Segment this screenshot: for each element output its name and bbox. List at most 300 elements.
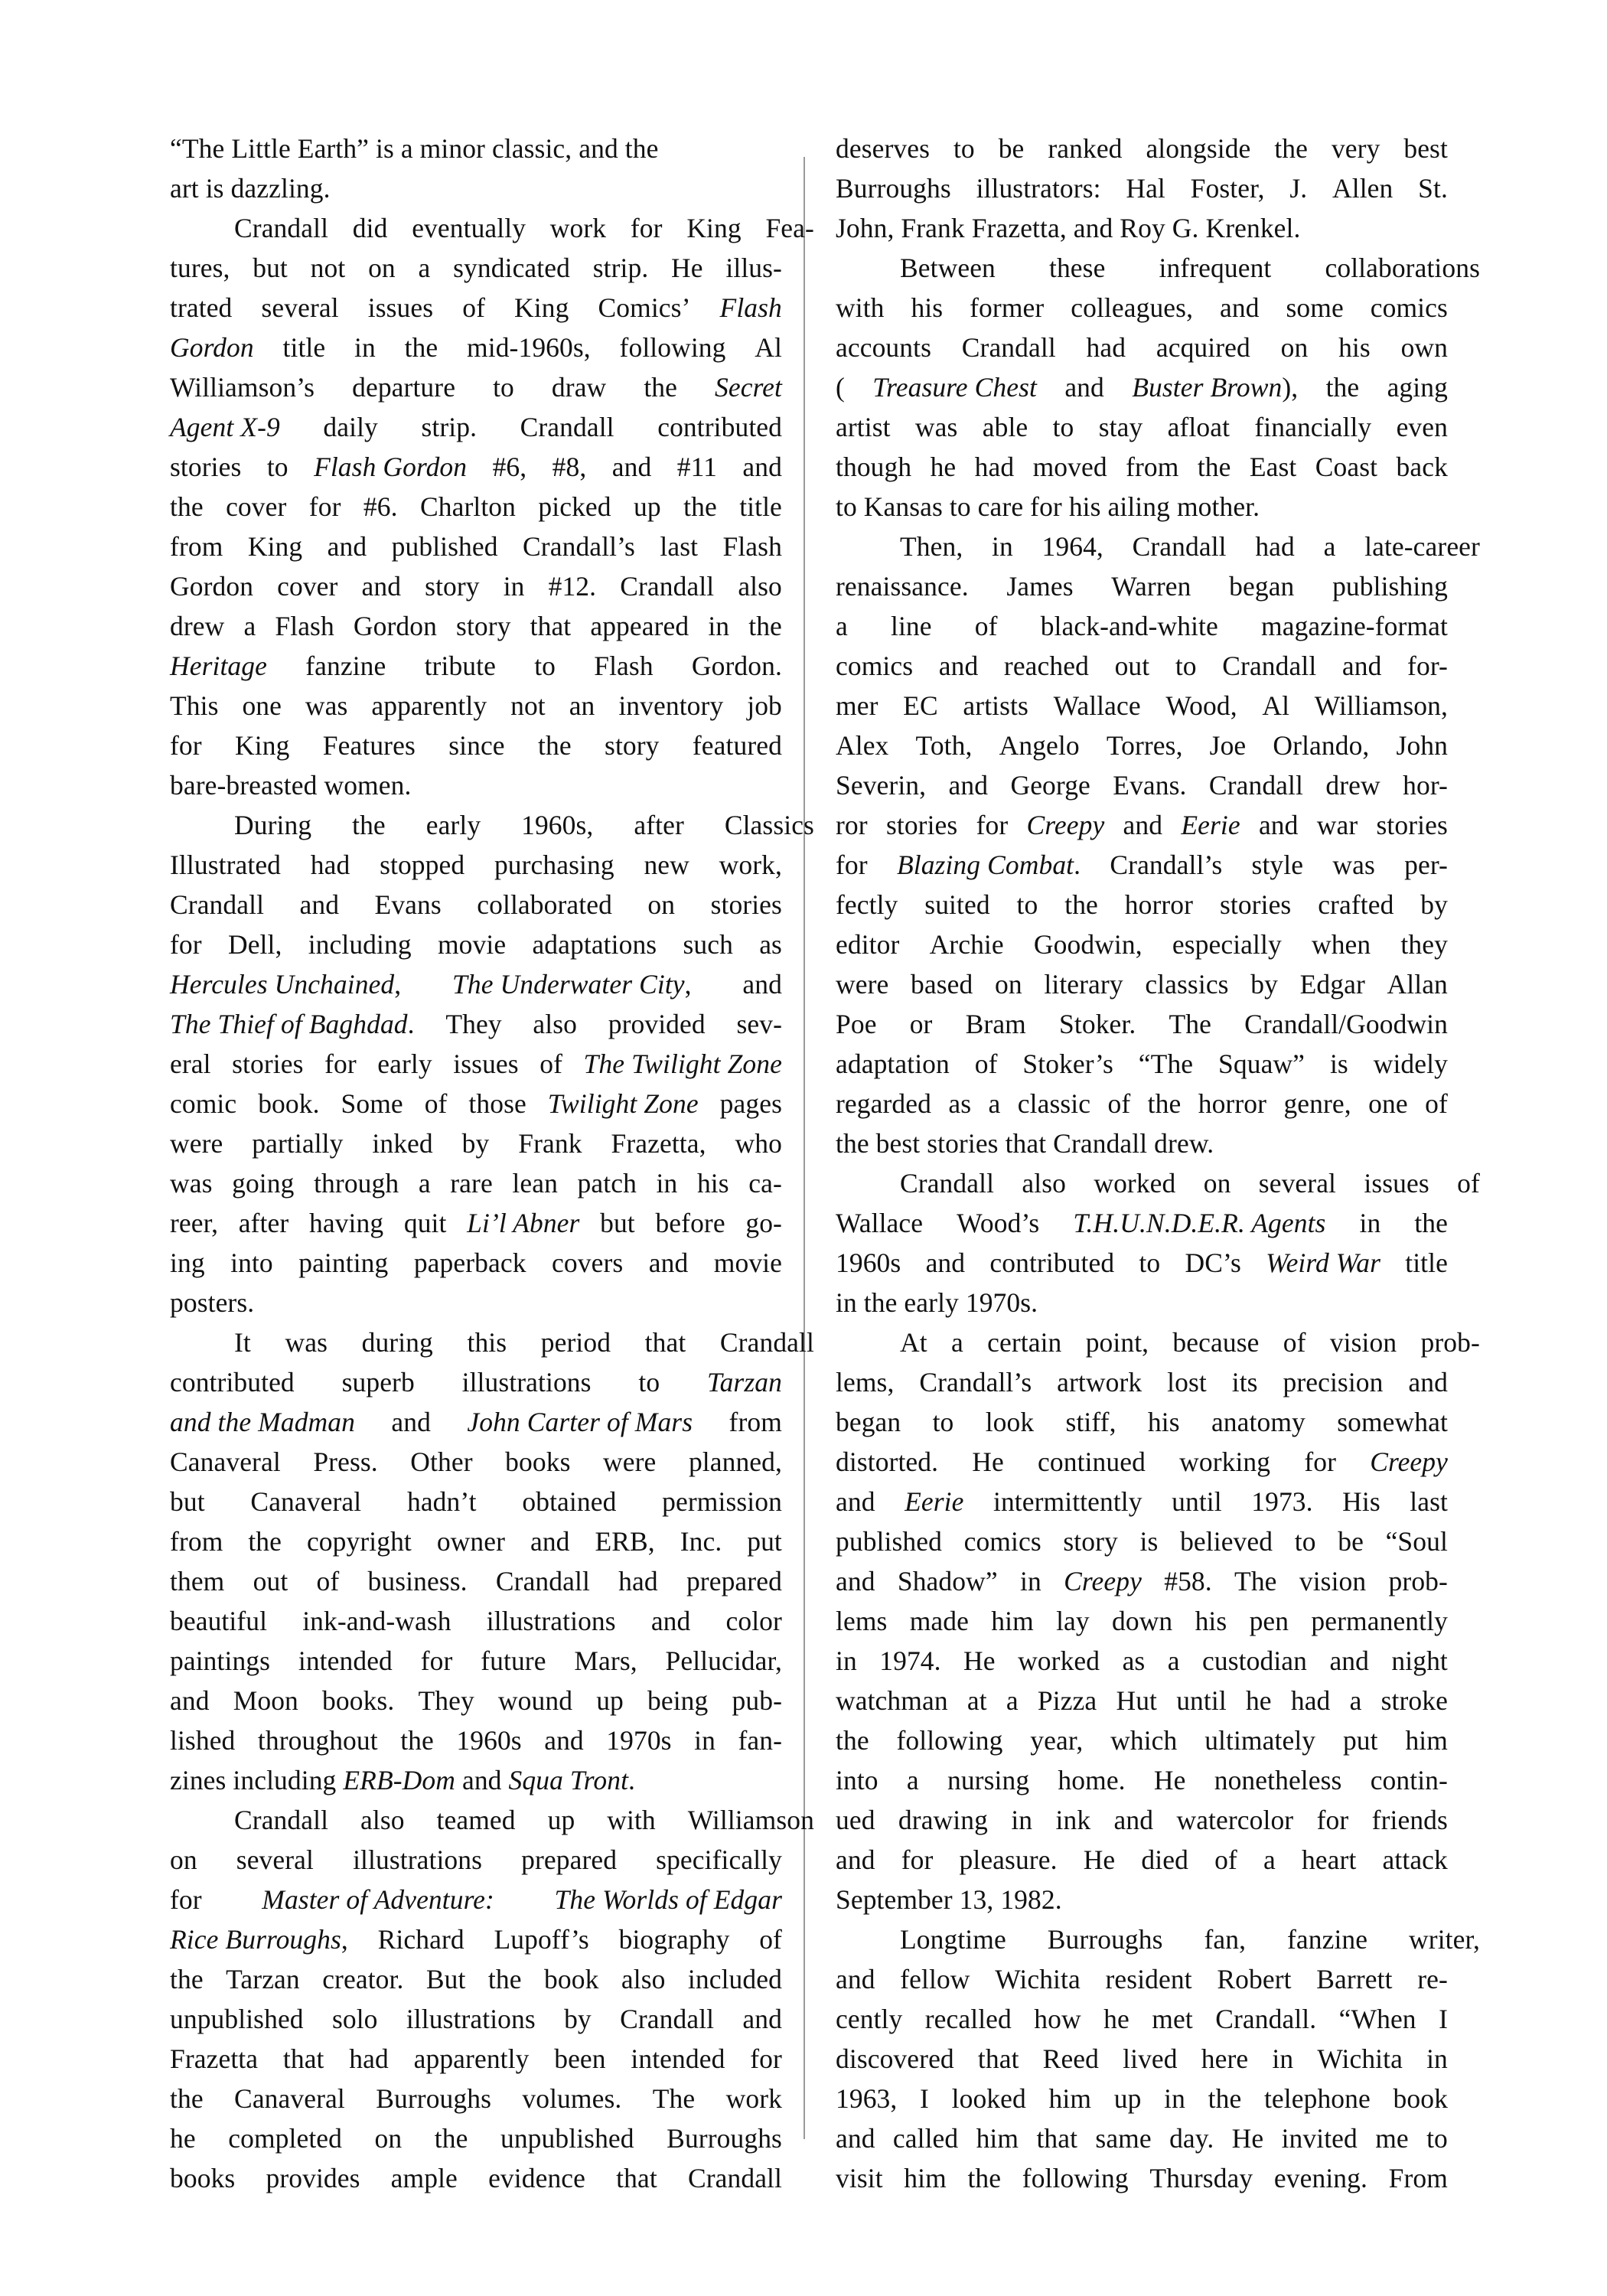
text-chunk: Allen bbox=[1332, 173, 1393, 204]
text-chunk: of bbox=[539, 1049, 563, 1079]
text-chunk: following bbox=[896, 1725, 1003, 1756]
text-line bbox=[836, 1521, 1448, 1561]
text-chunk: able bbox=[982, 412, 1028, 442]
text-chunk: purchasing bbox=[494, 850, 614, 880]
text-chunk: acquired bbox=[1156, 332, 1250, 363]
text-line bbox=[170, 1442, 782, 1482]
text-chunk: Robert bbox=[1217, 1964, 1292, 1994]
text-chunk: prob- bbox=[1388, 1566, 1448, 1596]
text-chunk: Inc. bbox=[680, 1526, 722, 1557]
text-line bbox=[170, 2039, 782, 2079]
text-chunk: During bbox=[234, 810, 312, 840]
text-chunk: crafted bbox=[1318, 889, 1394, 920]
text-chunk: stay bbox=[1098, 412, 1143, 442]
text-chunk: for bbox=[630, 213, 663, 243]
text-chunk: Mars, bbox=[574, 1645, 637, 1676]
text-chunk: to bbox=[493, 372, 514, 403]
text-chunk: At bbox=[900, 1327, 927, 1358]
text-chunk: and bbox=[836, 1486, 875, 1517]
text-chunk: stories bbox=[232, 1049, 304, 1079]
text-chunk: Pizza bbox=[1037, 1685, 1097, 1716]
text-chunk: was bbox=[170, 1168, 213, 1199]
text-line bbox=[170, 1163, 782, 1203]
text-chunk: on bbox=[1280, 332, 1309, 363]
text-chunk: lems, bbox=[836, 1367, 895, 1397]
text-chunk: Angelo bbox=[999, 730, 1080, 761]
text-line bbox=[836, 1084, 1448, 1124]
text-chunk: Evans. bbox=[1113, 770, 1187, 801]
text-chunk: his bbox=[696, 1168, 729, 1199]
text-chunk: Crandall bbox=[620, 2004, 715, 2034]
text-chunk: of bbox=[462, 292, 485, 323]
text-chunk: Orlando, bbox=[1273, 730, 1370, 761]
text-chunk: ued bbox=[836, 1805, 875, 1835]
text-chunk: a bbox=[418, 1168, 431, 1199]
text-chunk: literary bbox=[1044, 969, 1123, 1000]
text-chunk: Gordon bbox=[170, 571, 254, 602]
text-line bbox=[170, 1402, 782, 1442]
text-chunk: pages bbox=[719, 1088, 782, 1119]
text-line bbox=[836, 1402, 1448, 1442]
text-line bbox=[868, 1163, 1480, 1203]
text-chunk: and bbox=[836, 1566, 875, 1596]
text-chunk: Frazetta bbox=[170, 2043, 259, 2074]
text-chunk: strip. bbox=[592, 253, 649, 283]
text-chunk: for bbox=[170, 1884, 202, 1915]
text-line bbox=[836, 1959, 1448, 1999]
text-chunk: he bbox=[1103, 2004, 1129, 2034]
text-line bbox=[836, 1681, 1448, 1720]
text-line bbox=[170, 1641, 782, 1681]
text-chunk: St. bbox=[1418, 173, 1448, 204]
text-chunk: specifically bbox=[656, 1844, 782, 1875]
text-chunk: title bbox=[282, 332, 326, 363]
text-chunk: It bbox=[234, 1327, 251, 1358]
text-chunk: after bbox=[238, 1208, 289, 1238]
text-chunk: Crandall bbox=[719, 1327, 814, 1358]
text-chunk: before bbox=[655, 1208, 725, 1238]
text-chunk: Poe bbox=[836, 1009, 877, 1039]
text-chunk: that bbox=[1036, 2123, 1078, 2154]
text-chunk: the bbox=[1064, 889, 1098, 920]
text-chunk: stopped bbox=[380, 850, 465, 880]
text-chunk: had bbox=[618, 1566, 658, 1596]
text-chunk: Heritage bbox=[170, 651, 267, 681]
text-line bbox=[170, 407, 782, 447]
text-chunk: prob- bbox=[1420, 1327, 1480, 1358]
text-line bbox=[836, 726, 1448, 765]
text-chunk: His bbox=[1342, 1486, 1380, 1517]
text-line bbox=[868, 1322, 1480, 1362]
text-chunk: the bbox=[1414, 1208, 1448, 1238]
text-chunk: accounts bbox=[836, 332, 931, 363]
text-chunk: title bbox=[1405, 1247, 1448, 1278]
text-chunk: following bbox=[1022, 2163, 1129, 2193]
text-chunk: several bbox=[261, 292, 339, 323]
text-chunk: had bbox=[1290, 1685, 1331, 1716]
text-chunk: called bbox=[892, 2123, 959, 2154]
text-chunk: appeared bbox=[590, 611, 689, 641]
text-chunk: ca- bbox=[748, 1168, 782, 1199]
text-chunk: distorted. bbox=[836, 1446, 939, 1477]
text-chunk: is bbox=[1329, 1049, 1348, 1079]
text-chunk: copyright bbox=[306, 1526, 412, 1557]
text-chunk: intended bbox=[298, 1645, 393, 1676]
text-chunk: that bbox=[977, 2043, 1019, 2074]
text-chunk: included bbox=[687, 1964, 782, 1994]
text-chunk: genre, bbox=[1283, 1088, 1351, 1119]
text-line bbox=[836, 2158, 1448, 2198]
text-chunk: East bbox=[1249, 452, 1297, 482]
text-chunk: lost bbox=[1167, 1367, 1207, 1397]
text-chunk: in bbox=[1020, 1566, 1041, 1596]
text-chunk: 1960s bbox=[456, 1725, 522, 1756]
text-line bbox=[868, 1919, 1480, 1959]
text-chunk: the bbox=[170, 1964, 204, 1994]
text-chunk: ink bbox=[1055, 1805, 1091, 1835]
text-chunk: friends bbox=[1371, 1805, 1448, 1835]
text-chunk: and bbox=[948, 770, 989, 801]
text-chunk: out bbox=[1114, 651, 1150, 681]
text-chunk: re- bbox=[1417, 1964, 1448, 1994]
text-chunk: until bbox=[1172, 1486, 1222, 1517]
text-chunk: from bbox=[1126, 452, 1179, 482]
text-chunk: classic bbox=[1017, 1088, 1091, 1119]
text-chunk: and bbox=[544, 1725, 584, 1756]
text-line bbox=[170, 288, 782, 328]
text-chunk: EC bbox=[903, 690, 938, 721]
text-chunk: business. bbox=[367, 1566, 468, 1596]
text-chunk: John bbox=[1396, 730, 1448, 761]
text-chunk: such bbox=[683, 929, 733, 960]
text-chunk: Al bbox=[1262, 690, 1290, 721]
text-chunk: intended bbox=[631, 2043, 725, 2074]
text-chunk: covers bbox=[552, 1247, 624, 1278]
text-chunk: visit bbox=[836, 2163, 883, 2193]
text-chunk: Crandall’s bbox=[1110, 850, 1223, 880]
text-chunk: ( bbox=[836, 372, 845, 403]
text-chunk: ample bbox=[390, 2163, 458, 2193]
text-chunk: DC’s bbox=[1185, 1247, 1241, 1278]
text-chunk: as bbox=[948, 1088, 972, 1119]
text-chunk: Crandall bbox=[170, 889, 265, 920]
text-chunk: to bbox=[534, 651, 556, 681]
text-chunk: story bbox=[605, 730, 660, 761]
text-chunk: job bbox=[747, 690, 782, 721]
text-chunk: his bbox=[1195, 1606, 1227, 1636]
text-line bbox=[836, 328, 1448, 367]
text-chunk: had bbox=[349, 2043, 389, 2074]
text-line bbox=[836, 1760, 1448, 1800]
text-line bbox=[836, 1880, 1448, 1919]
text-chunk: issues bbox=[453, 1049, 519, 1079]
text-chunk: to bbox=[266, 452, 288, 482]
text-line bbox=[170, 168, 782, 208]
text-chunk: watchman bbox=[836, 1685, 948, 1716]
text-chunk: same bbox=[1095, 2123, 1152, 2154]
text-line bbox=[170, 765, 782, 805]
text-chunk: of bbox=[974, 1049, 998, 1079]
text-line bbox=[836, 2118, 1448, 2158]
text-chunk: the bbox=[404, 332, 438, 363]
text-chunk: Gordon. bbox=[691, 651, 782, 681]
text-chunk: featured bbox=[692, 730, 782, 761]
text-chunk: several bbox=[1258, 1168, 1337, 1199]
text-chunk: collaborations bbox=[1325, 253, 1480, 283]
text-chunk: issues bbox=[367, 292, 434, 323]
text-chunk: #11 bbox=[676, 452, 717, 482]
text-chunk: stroke bbox=[1380, 1685, 1448, 1716]
text-line bbox=[836, 606, 1448, 646]
text-chunk: Williamson, bbox=[1314, 690, 1448, 721]
text-chunk: Burroughs bbox=[376, 2083, 492, 2114]
text-chunk: in bbox=[1359, 1208, 1381, 1238]
text-chunk: in bbox=[1011, 1805, 1033, 1835]
text-chunk: They bbox=[445, 1009, 502, 1039]
text-column-right bbox=[836, 129, 1480, 2198]
text-chunk: Crandall bbox=[1222, 651, 1317, 681]
text-line bbox=[170, 1959, 782, 1999]
text-chunk: movie bbox=[437, 929, 507, 960]
text-line bbox=[836, 2039, 1448, 2079]
text-chunk: when bbox=[1311, 929, 1371, 960]
text-chunk: several bbox=[236, 1844, 315, 1875]
text-chunk: fanzine bbox=[1286, 1924, 1368, 1955]
text-chunk: Secret bbox=[715, 372, 782, 403]
text-chunk: From bbox=[1388, 2163, 1448, 2193]
text-chunk: been bbox=[554, 2043, 606, 2074]
text-chunk: tures, bbox=[170, 253, 230, 283]
text-chunk: the bbox=[352, 810, 386, 840]
text-chunk: by bbox=[564, 2004, 592, 2034]
text-chunk: book bbox=[1393, 2083, 1448, 2114]
text-chunk: which bbox=[1110, 1725, 1178, 1756]
text-chunk: Flash bbox=[594, 651, 654, 681]
text-chunk: being bbox=[647, 1685, 709, 1716]
text-chunk: day. bbox=[1169, 2123, 1214, 2154]
text-chunk: #58. bbox=[1164, 1566, 1212, 1596]
text-chunk: precision bbox=[1283, 1367, 1384, 1397]
text-line bbox=[170, 2079, 782, 2118]
text-chunk: The bbox=[652, 2083, 696, 2114]
text-chunk: on bbox=[1203, 1168, 1231, 1199]
text-chunk: illustrations bbox=[486, 1606, 616, 1636]
text-chunk: posters. bbox=[170, 1287, 255, 1318]
text-chunk: early bbox=[425, 810, 481, 840]
text-chunk: apparently bbox=[371, 690, 487, 721]
text-chunk: working bbox=[1179, 1446, 1271, 1477]
text-chunk: fan, bbox=[1204, 1924, 1247, 1955]
text-chunk: nursing bbox=[947, 1765, 1030, 1795]
text-chunk: Between bbox=[900, 253, 996, 283]
text-chunk: illus- bbox=[725, 253, 782, 283]
text-chunk: intermittently bbox=[993, 1486, 1143, 1517]
text-chunk: the bbox=[400, 1725, 434, 1756]
text-chunk: strip. bbox=[421, 412, 478, 442]
text-chunk: for bbox=[750, 2043, 782, 2074]
text-chunk: look bbox=[985, 1407, 1035, 1437]
text-chunk: and the Madman bbox=[170, 1407, 355, 1437]
text-chunk: died bbox=[1141, 1844, 1188, 1875]
text-chunk: Blazing Combat. bbox=[896, 850, 1081, 880]
text-chunk: Flash bbox=[719, 292, 782, 323]
text-line bbox=[868, 248, 1480, 288]
text-chunk: the bbox=[1197, 452, 1231, 482]
text-chunk: comics bbox=[1370, 292, 1448, 323]
text-chunk: fellow bbox=[900, 1964, 970, 1994]
text-chunk: by bbox=[1250, 969, 1278, 1000]
text-line bbox=[836, 925, 1448, 964]
text-chunk: a bbox=[950, 1327, 963, 1358]
text-line bbox=[836, 1243, 1448, 1283]
text-chunk: at bbox=[966, 1685, 987, 1716]
text-chunk: for bbox=[1304, 1446, 1337, 1477]
text-chunk: because bbox=[1172, 1327, 1260, 1358]
text-chunk: and bbox=[327, 531, 367, 562]
text-chunk: adaptation bbox=[836, 1049, 950, 1079]
text-chunk: The bbox=[1169, 1009, 1211, 1039]
text-chunk: them bbox=[170, 1566, 225, 1596]
text-chunk: Frank bbox=[518, 1128, 582, 1159]
text-chunk: telephone bbox=[1263, 2083, 1371, 2114]
text-chunk: Crandall bbox=[520, 412, 614, 442]
text-line bbox=[170, 885, 782, 925]
text-chunk: in bbox=[503, 571, 525, 602]
text-chunk: #6, bbox=[492, 452, 527, 482]
text-line bbox=[836, 805, 1448, 845]
text-chunk: books bbox=[170, 2163, 236, 2193]
text-chunk: Wallace bbox=[1053, 690, 1141, 721]
text-chunk: Crandall’s bbox=[523, 531, 635, 562]
text-chunk: stories bbox=[885, 810, 958, 840]
text-chunk: and bbox=[836, 1844, 875, 1875]
text-chunk: Hercules Unchained, bbox=[170, 969, 402, 1000]
text-line bbox=[170, 1004, 782, 1044]
text-chunk: lean bbox=[512, 1168, 558, 1199]
text-chunk: Allan bbox=[1387, 969, 1448, 1000]
text-chunk: the bbox=[683, 491, 717, 522]
text-chunk: met bbox=[1152, 2004, 1193, 2034]
text-chunk: publishing bbox=[1332, 571, 1448, 602]
text-chunk: on bbox=[995, 969, 1022, 1000]
text-chunk: deserves bbox=[836, 133, 931, 164]
text-chunk: how bbox=[1034, 2004, 1081, 2034]
text-line bbox=[170, 1521, 782, 1561]
text-chunk: year, bbox=[1030, 1725, 1084, 1756]
text-chunk: for bbox=[976, 810, 1009, 840]
text-chunk: and bbox=[836, 2123, 875, 2154]
text-chunk: Hal bbox=[1126, 173, 1165, 204]
text-chunk: Features bbox=[322, 730, 416, 761]
text-chunk: last bbox=[1410, 1486, 1448, 1517]
text-chunk: Crandall bbox=[234, 213, 329, 243]
text-line bbox=[170, 527, 782, 566]
text-chunk: Crandall bbox=[620, 571, 715, 602]
text-chunk: by bbox=[1420, 889, 1448, 920]
text-chunk: moved bbox=[1032, 452, 1107, 482]
text-chunk: him bbox=[1405, 1725, 1448, 1756]
text-chunk: for bbox=[324, 1049, 357, 1079]
text-chunk: paintings bbox=[170, 1645, 271, 1676]
text-chunk: #12. bbox=[548, 571, 597, 602]
text-chunk: in bbox=[694, 1725, 715, 1756]
text-line bbox=[836, 288, 1448, 328]
text-chunk: a bbox=[1263, 1844, 1276, 1875]
text-chunk: color bbox=[725, 1606, 782, 1636]
text-chunk: of bbox=[974, 611, 998, 641]
text-chunk: Crandall. bbox=[1215, 2004, 1317, 2034]
text-chunk: an bbox=[569, 690, 595, 721]
text-chunk: and bbox=[530, 1526, 570, 1557]
text-chunk: attack bbox=[1382, 1844, 1448, 1875]
text-chunk: Crandall bbox=[495, 1566, 590, 1596]
text-chunk: reer, bbox=[170, 1208, 219, 1238]
text-chunk: Dell, bbox=[227, 929, 282, 960]
text-chunk: James bbox=[1006, 571, 1074, 602]
text-chunk: who bbox=[735, 1128, 782, 1159]
text-chunk: Joe bbox=[1209, 730, 1247, 761]
text-chunk: tribute bbox=[424, 651, 496, 681]
text-chunk: home. bbox=[1058, 1765, 1126, 1795]
text-chunk: certain bbox=[987, 1327, 1062, 1358]
text-chunk: George bbox=[1010, 770, 1090, 801]
text-chunk: point, bbox=[1085, 1327, 1149, 1358]
text-chunk: infrequent bbox=[1159, 253, 1272, 283]
text-chunk: prepared bbox=[686, 1566, 782, 1596]
text-chunk: Crandall/Goodwin bbox=[1244, 1009, 1448, 1039]
text-chunk: the bbox=[248, 1526, 282, 1557]
text-chunk: they bbox=[1400, 929, 1448, 960]
text-chunk: worked bbox=[1018, 1645, 1100, 1676]
text-chunk: a bbox=[988, 1088, 1001, 1119]
text-line bbox=[836, 1999, 1448, 2039]
text-chunk: unpublished bbox=[500, 2123, 634, 2154]
text-chunk: up bbox=[1113, 2083, 1142, 2114]
text-chunk: or bbox=[909, 1009, 933, 1039]
text-chunk: up bbox=[634, 491, 661, 522]
text-line bbox=[836, 646, 1448, 686]
text-chunk: and bbox=[1408, 1367, 1448, 1397]
text-chunk: line bbox=[891, 611, 932, 641]
text-chunk: early bbox=[377, 1049, 432, 1079]
text-chunk: afloat bbox=[1167, 412, 1231, 442]
text-chunk: Flash bbox=[722, 531, 782, 562]
text-chunk: Coast bbox=[1315, 452, 1378, 482]
text-line bbox=[836, 1442, 1448, 1482]
text-chunk: up bbox=[596, 1685, 624, 1716]
text-chunk: the bbox=[1274, 133, 1309, 164]
text-line bbox=[170, 2118, 782, 2158]
text-chunk: John, Frank Frazetta, and Roy G. Krenkel. bbox=[836, 213, 1301, 243]
text-chunk: and bbox=[361, 571, 402, 602]
text-chunk: as bbox=[1122, 1645, 1146, 1676]
text-chunk: reached bbox=[1003, 651, 1089, 681]
text-chunk: not bbox=[310, 253, 346, 283]
text-line bbox=[202, 1800, 814, 1840]
text-chunk: continued bbox=[1038, 1446, 1146, 1477]
text-chunk: movie bbox=[713, 1247, 782, 1278]
text-chunk: him bbox=[991, 1606, 1034, 1636]
text-line bbox=[170, 1681, 782, 1720]
text-chunk: watercolor bbox=[1176, 1805, 1294, 1835]
text-chunk: hor- bbox=[1403, 770, 1448, 801]
text-chunk: him bbox=[904, 2163, 947, 2193]
text-chunk: up bbox=[547, 1805, 575, 1835]
text-chunk: though bbox=[836, 452, 912, 482]
text-column-left bbox=[170, 129, 814, 2198]
text-chunk: Pellucidar, bbox=[665, 1645, 782, 1676]
text-chunk: Torres, bbox=[1106, 730, 1183, 761]
